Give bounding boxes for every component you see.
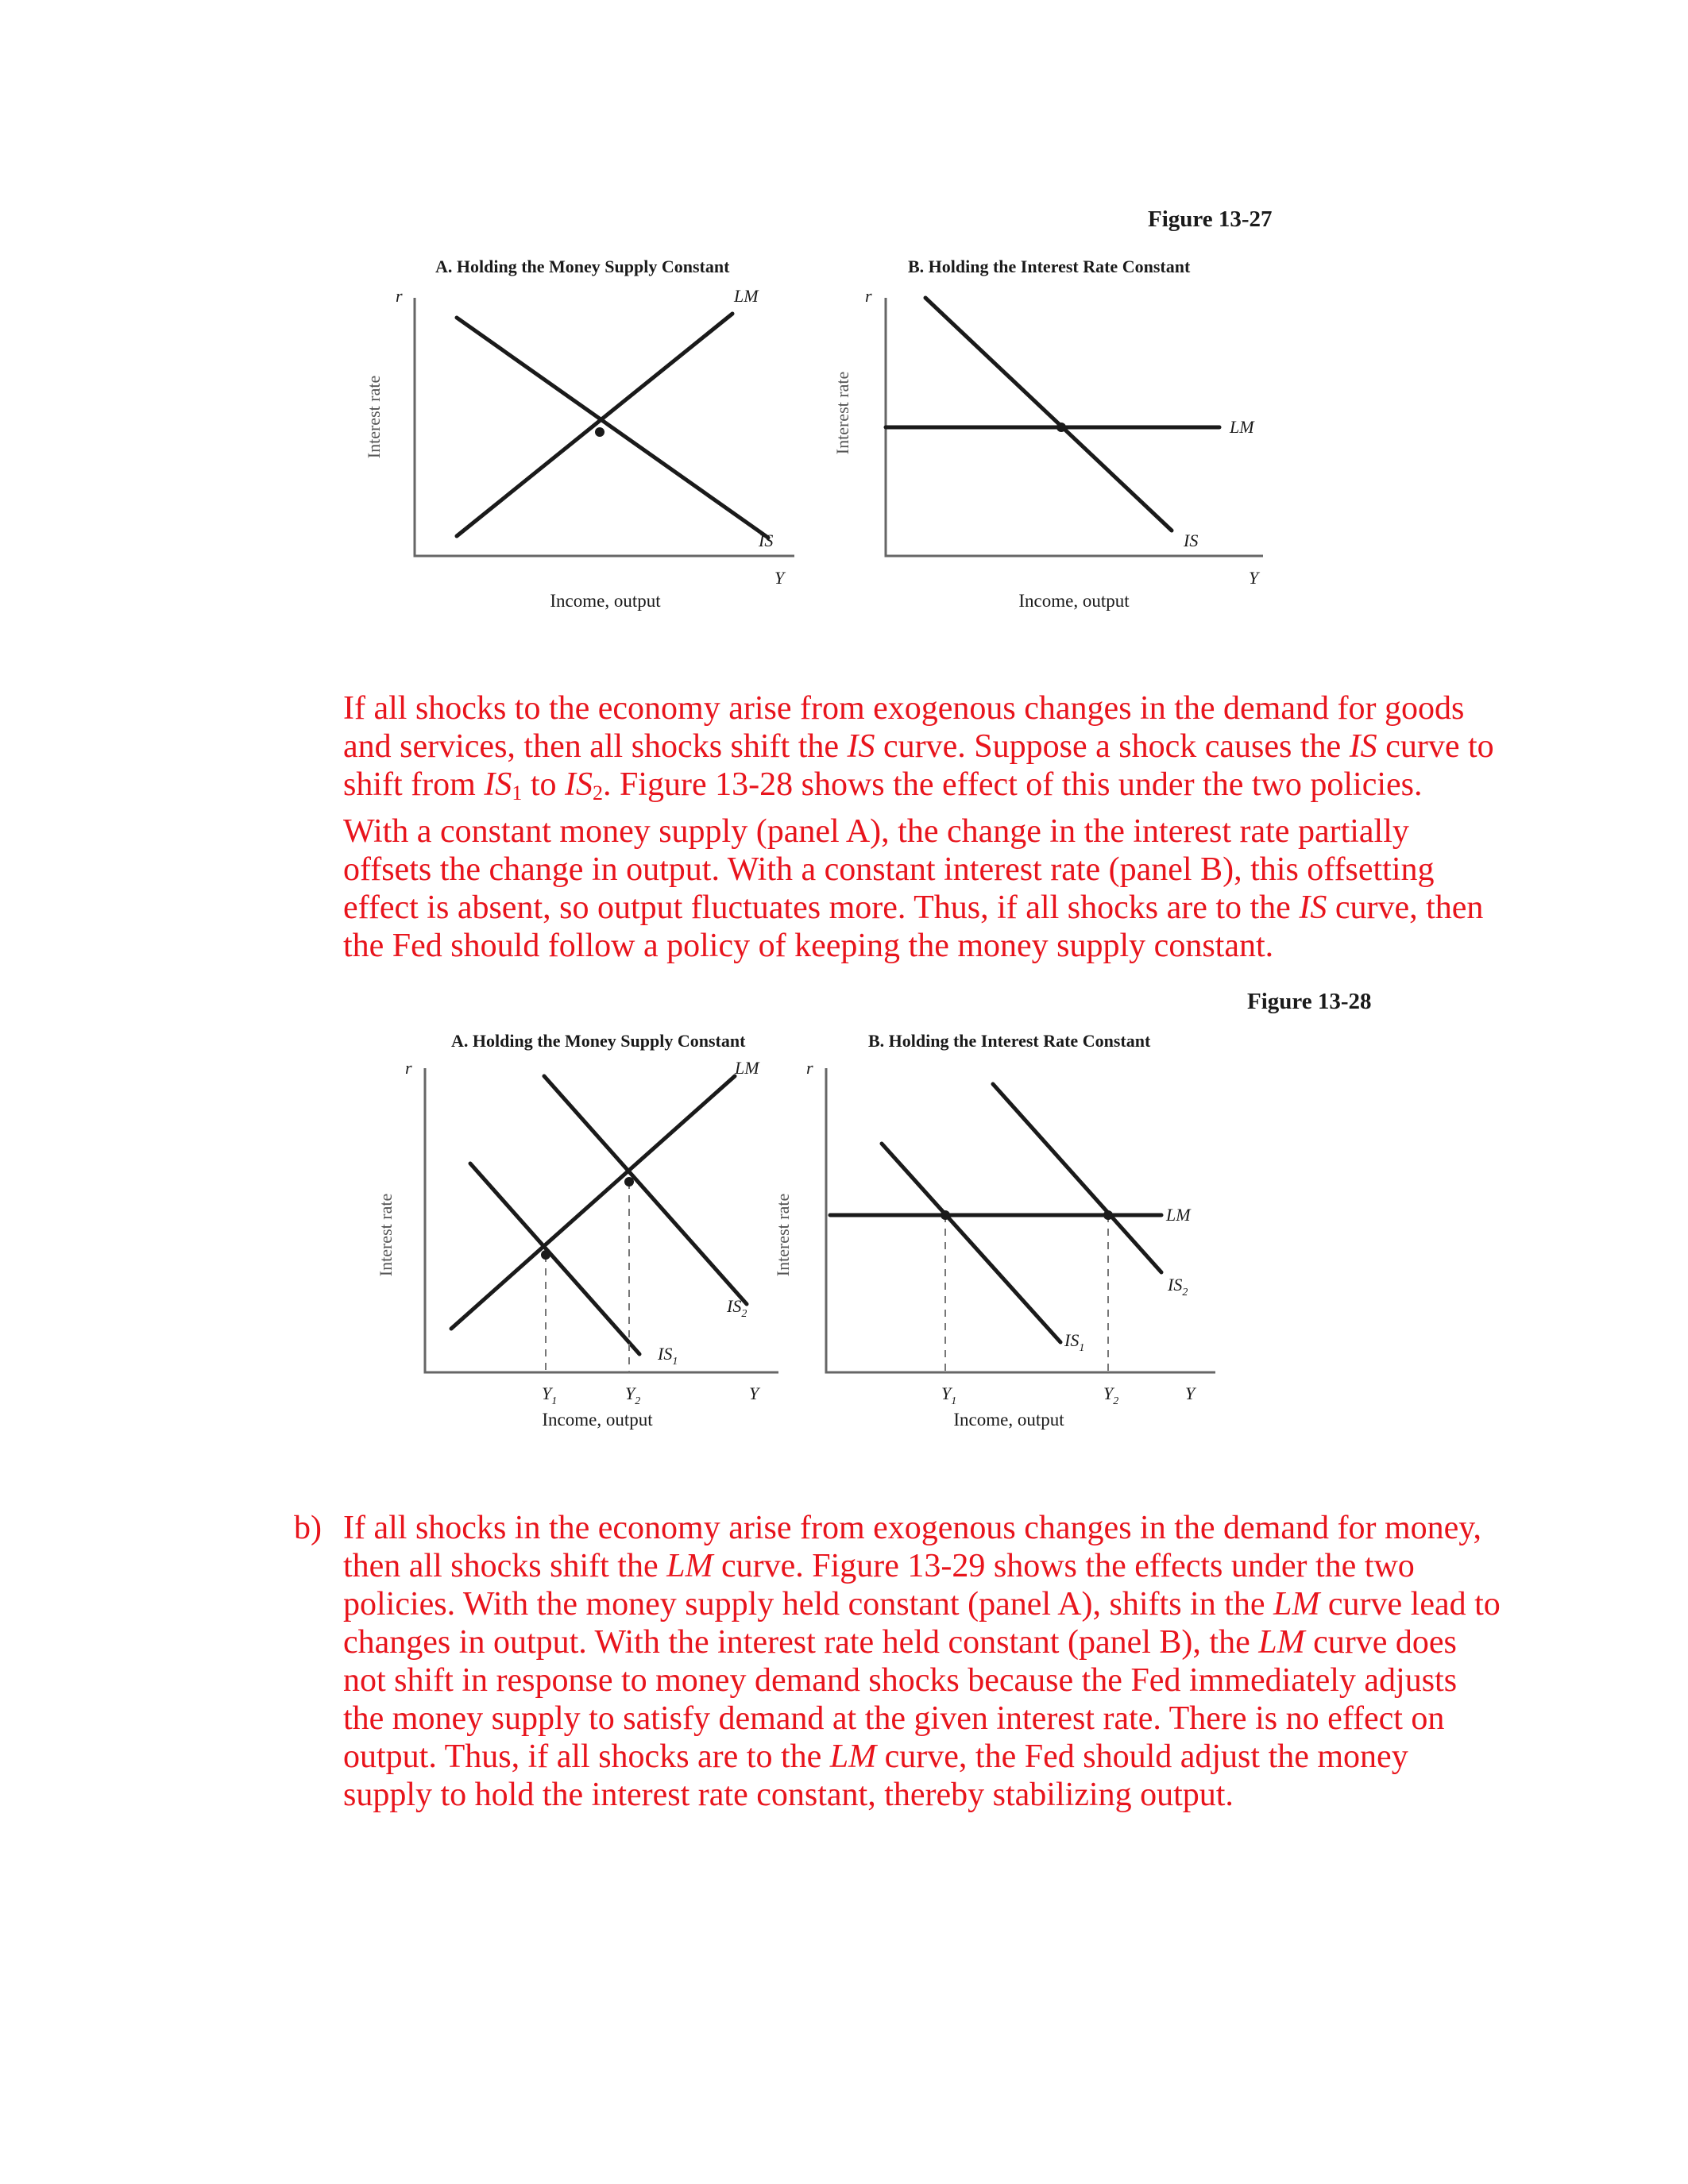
fig28-panel-b [773, 1031, 1215, 1430]
fig28b-equilibrium-2 [1103, 1210, 1113, 1220]
paragraph-2 [343, 1509, 1501, 1814]
para1-text-3: curve to shift from [343, 728, 1494, 803]
para1-is-term: IS [1299, 889, 1327, 926]
para2-lm-term: LM [666, 1548, 713, 1584]
fig27b-title: B. Holding the Interest Rate Constant [908, 257, 1191, 276]
para1-text-5: . Figure 13-28 shows the effect of this under the two policies. With a constant money supply (panel A), the change in the interest rate partially offsets the change in output. With a constant interest rate (panel B), this offsetting effect is absent, so output fluctuates more. Thus, if all shocks are to the [343, 766, 1435, 926]
para1-is2-term: IS [564, 766, 593, 803]
para1-text-2: curve. Suppose a shock causes the [875, 728, 1350, 765]
fig28-panel-a [376, 1031, 778, 1430]
fig28a-is1-label: $IS_1$ [658, 1344, 678, 1368]
fig27a-y-symbol: Y [774, 568, 785, 588]
para2-text-1: If all shocks in the economy arise from exogenous changes in the demand for money, then all shocks shift the [343, 1510, 1482, 1584]
fig28a-equilibrium-2 [624, 1177, 634, 1187]
para2-text-2: curve. Figure 13-29 shows the effects under the two policies. With the money supply held constant (panel A), shifts in the [343, 1548, 1415, 1623]
fig27a-is-curve [457, 318, 768, 538]
para1-is1-sub: 1 [512, 781, 523, 805]
fig27a-x-axis-label: Income, output [550, 591, 661, 611]
figure-13-28 [0, 977, 1688, 1453]
para2-text-5: curve, the Fed should adjust the money supply to hold the interest rate constant, thereby stabilizing output. [343, 1738, 1408, 1813]
para1-is-term: IS [847, 728, 875, 765]
fig28a-x-axis-label: Income, output [542, 1410, 653, 1430]
fig28b-is2-label: $IS_2$ [1168, 1275, 1188, 1298]
fig27-panel-a [364, 257, 794, 611]
fig28a-is2-label: $IS_2$ [727, 1296, 747, 1320]
fig28a-axes [425, 1068, 778, 1372]
fig28b-title: B. Holding the Interest Rate Constant [868, 1031, 1151, 1051]
fig28b-is1-label: $IS_1$ [1064, 1330, 1085, 1354]
figure-13-27-label: Figure 13-27 [1148, 206, 1273, 232]
fig28a-is1-curve [470, 1163, 639, 1354]
fig28b-y-symbol: Y [1185, 1383, 1196, 1403]
list-marker: b) [294, 1510, 322, 1546]
fig27b-lm-label: LM [1230, 417, 1254, 437]
fig28a-title: A. Holding the Money Supply Constant [451, 1031, 746, 1051]
fig27a-is-label: IS [759, 531, 774, 550]
figure-13-28-label: Figure 13-28 [1247, 989, 1372, 1014]
fig28a-lm-label: LM [735, 1058, 759, 1078]
para2-lm-term: LM [829, 1738, 877, 1775]
fig27-panel-b [832, 257, 1263, 611]
paragraph-1 [343, 689, 1495, 965]
fig28b-x-axis-label: Income, output [953, 1410, 1064, 1430]
fig28a-y-symbol: Y [749, 1383, 759, 1403]
fig27b-y-symbol: Y [1249, 568, 1259, 588]
para1-is-term: IS [1349, 728, 1377, 765]
fig28b-lm-label: LM [1166, 1205, 1191, 1225]
fig28a-r-symbol: r [405, 1058, 412, 1078]
fig27a-r-symbol: r [396, 286, 403, 306]
fig28b-is1-curve [882, 1144, 1060, 1342]
fig28b-equilibrium-1 [941, 1210, 950, 1220]
fig28a-y-axis-label: Interest rate [376, 1193, 396, 1277]
fig27b-is-curve [925, 298, 1172, 531]
fig27a-title: A. Holding the Money Supply Constant [435, 257, 730, 276]
fig28a-equilibrium-1 [541, 1250, 550, 1260]
fig27a-y-axis-label: Interest rate [364, 375, 384, 459]
fig27b-equilibrium-point [1056, 423, 1066, 432]
para1-text-1: If all shocks to the economy arise from exogenous changes in the demand for goods and services, then all shocks shift the [343, 690, 1465, 765]
fig27b-y-axis-label: Interest rate [832, 371, 852, 455]
fig28b-y-axis-label: Interest rate [773, 1193, 793, 1277]
fig27b-r-symbol: r [865, 286, 872, 306]
fig27a-equilibrium-point [595, 427, 605, 437]
fig27a-lm-label: LM [734, 286, 759, 306]
fig28a-is2-curve [544, 1076, 747, 1304]
para1-text-6: curve, then the Fed should follow a policy of keeping the money supply constant. [343, 889, 1484, 964]
fig28a-y1-label: $Y_1$ [542, 1383, 558, 1407]
fig27b-x-axis-label: Income, output [1018, 591, 1130, 611]
fig28b-is2-curve [993, 1084, 1161, 1272]
figure-13-27 [0, 0, 1688, 651]
fig28a-lm-curve [451, 1076, 735, 1329]
fig28b-r-symbol: r [806, 1058, 813, 1078]
fig28b-y2-label: $Y_2$ [1103, 1383, 1119, 1407]
para2-lm-term: LM [1273, 1586, 1320, 1623]
fig28b-y1-label: $Y_1$ [941, 1383, 957, 1407]
para2-lm-term: LM [1258, 1624, 1305, 1661]
para2-text-3: curve lead to changes in output. With the interest rate held constant (panel B), the [343, 1586, 1501, 1661]
fig27b-is-label: IS [1184, 531, 1199, 550]
para2-text-4: curve does not shift in response to money demand shocks because the Fed immediately adjusts the money supply to satisfy demand at the given interest rate. There is no effect on output. Thus, if all shocks are to the [343, 1624, 1458, 1775]
para1-is1-term: IS [484, 766, 512, 803]
para1-text-4: to [522, 766, 565, 803]
fig28a-y2-label: $Y_2$ [625, 1383, 641, 1407]
para1-is2-sub: 2 [592, 781, 603, 805]
